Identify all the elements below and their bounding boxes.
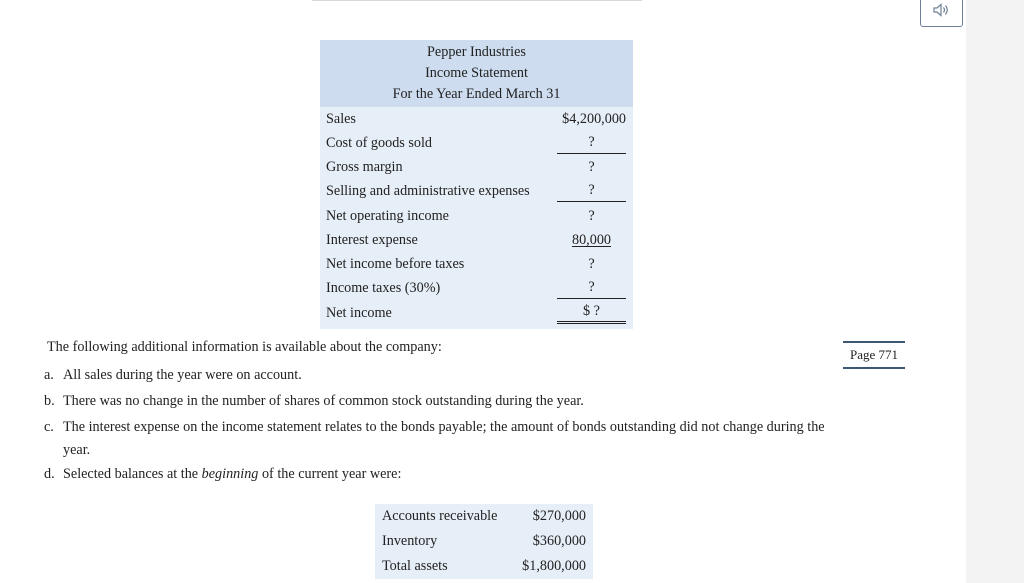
row-label: Gross margin xyxy=(326,159,403,175)
row-value: $4,200,000 xyxy=(562,111,626,127)
income-statement-table xyxy=(320,40,633,329)
item-text-post: of the current year were: xyxy=(258,466,402,482)
right-gutter xyxy=(966,0,1024,583)
row-value: ? xyxy=(588,208,595,224)
balance-value: $1,800,000 xyxy=(522,558,586,574)
row-label: Net income xyxy=(326,305,392,321)
list-item xyxy=(44,393,584,410)
row-value: ? xyxy=(588,256,595,272)
statement-period: For the Year Ended March 31 xyxy=(392,86,561,102)
table-row xyxy=(375,554,593,579)
table-row xyxy=(320,301,633,325)
table-row xyxy=(320,155,633,179)
intro-text: The following additional information is available about the company: xyxy=(47,339,442,355)
table-row xyxy=(375,504,593,529)
row-value-wrap xyxy=(557,228,626,252)
row-label: Net operating income xyxy=(326,208,449,224)
statement-body xyxy=(320,107,633,329)
row-label: Selling and administrative expenses xyxy=(326,183,530,199)
row-value: ? xyxy=(588,159,595,175)
balance-value: $270,000 xyxy=(532,508,586,524)
list-item xyxy=(44,419,825,436)
company-name: Pepper Industries xyxy=(427,44,526,60)
row-label: Interest expense xyxy=(326,232,418,248)
row-value: 80,000 xyxy=(571,232,611,248)
list-item xyxy=(44,466,401,483)
table-row xyxy=(375,529,593,554)
item-text-continued: year. xyxy=(63,442,91,458)
item-letter: b. xyxy=(44,393,55,409)
table-row xyxy=(320,228,633,252)
table-row xyxy=(320,131,633,155)
row-value: ? xyxy=(557,131,626,154)
balance-label: Inventory xyxy=(382,533,438,549)
row-label: Income taxes (30%) xyxy=(326,280,441,296)
table-row xyxy=(320,276,633,300)
item-text-emphasis: beginning xyxy=(201,466,259,482)
row-label: Cost of goods sold xyxy=(326,135,433,151)
row-value: ? xyxy=(557,179,626,202)
top-divider xyxy=(312,0,642,1)
list-item xyxy=(44,367,302,384)
balance-value: $360,000 xyxy=(532,533,586,549)
item-text: All sales during the year were on account. xyxy=(63,367,302,383)
item-text: The interest expense on the income statement relates to the bonds payable; the amount of bonds outstanding did not change during the xyxy=(63,419,825,435)
statement-title: Income Statement xyxy=(425,65,528,81)
row-label: Net income before taxes xyxy=(326,256,465,272)
page-reference: Page 771 xyxy=(843,341,905,369)
item-letter: d. xyxy=(44,466,55,482)
row-label: Sales xyxy=(326,111,356,127)
item-letter: c. xyxy=(44,419,54,435)
beginning-balances-table xyxy=(375,504,593,579)
speaker-icon xyxy=(933,3,951,17)
balance-label: Total assets xyxy=(382,558,448,574)
table-row xyxy=(320,252,633,276)
table-row xyxy=(320,107,633,131)
read-aloud-button[interactable] xyxy=(920,0,963,27)
item-letter: a. xyxy=(44,367,54,383)
balance-label: Accounts receivable xyxy=(382,508,498,524)
table-row xyxy=(320,179,633,203)
table-row xyxy=(320,204,633,228)
item-text: There was no change in the number of shares of common stock outstanding during the year. xyxy=(63,393,584,409)
row-value: ? xyxy=(557,276,626,299)
item-text-pre: Selected balances at the xyxy=(63,466,202,482)
row-value: $ ? xyxy=(557,301,626,324)
statement-header xyxy=(320,40,633,105)
